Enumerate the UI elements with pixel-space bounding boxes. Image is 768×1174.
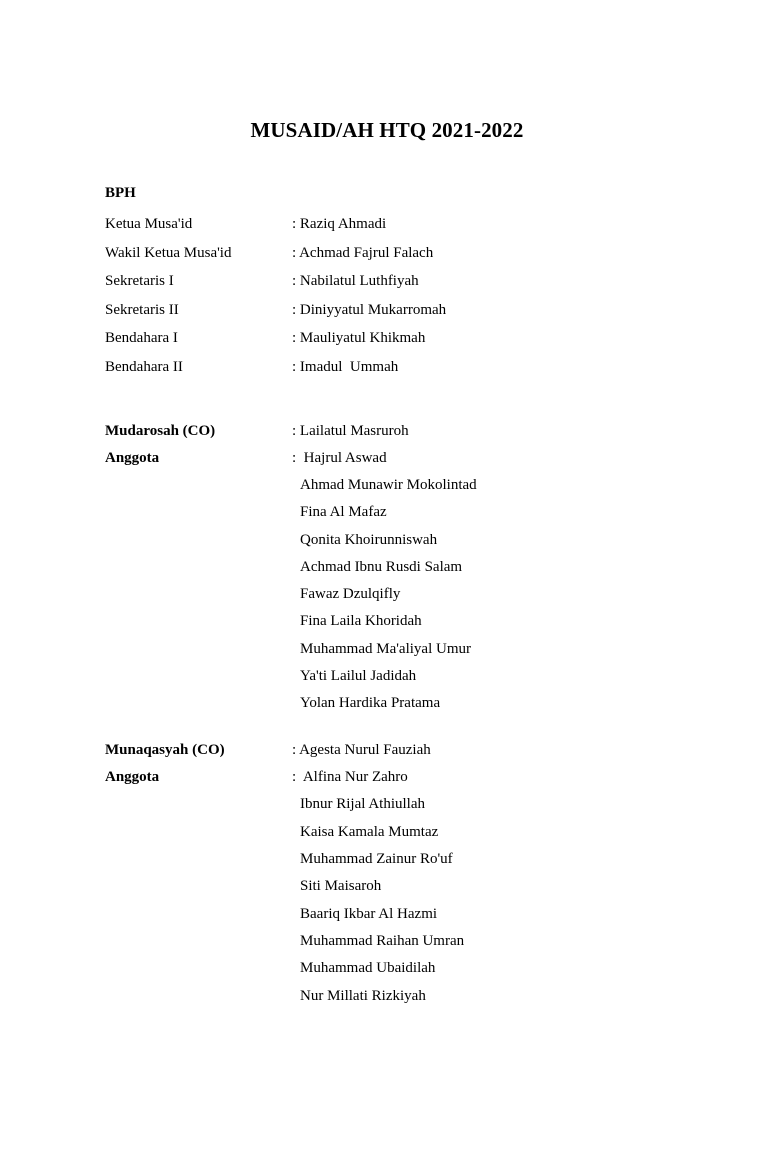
member-name: Ibnur Rijal Athiullah xyxy=(300,796,425,812)
member-name: Fawaz Dzulqifly xyxy=(300,586,401,602)
member-name: Kaisa Kamala Mumtaz xyxy=(300,824,439,840)
bph-row xyxy=(0,243,768,263)
co-name: : Lailatul Masruroh xyxy=(292,423,409,439)
list-item xyxy=(0,849,768,869)
role-name: : Imadul Ummah xyxy=(292,359,399,375)
page-title: MUSAID/AH HTQ 2021-2022 xyxy=(250,118,524,142)
list-item xyxy=(0,986,768,1006)
mudarosah-members-row xyxy=(0,448,768,468)
list-item xyxy=(0,557,768,577)
list-item xyxy=(0,530,768,550)
members-label: Anggota xyxy=(105,769,160,785)
list-item xyxy=(0,502,768,522)
member-name: Fina Al Mafaz xyxy=(300,504,387,520)
members-label: Anggota xyxy=(105,450,160,466)
list-item xyxy=(0,822,768,842)
list-item xyxy=(0,475,768,495)
member-name: Muhammad Raihan Umran xyxy=(300,933,465,949)
list-item xyxy=(0,794,768,814)
list-item xyxy=(0,958,768,978)
role-label: Sekretaris I xyxy=(105,273,174,289)
bph-row xyxy=(0,214,768,234)
role-label: Sekretaris II xyxy=(105,302,179,318)
member-name: Ya'ti Lailul Jadidah xyxy=(300,668,417,684)
co-name: : Agesta Nurul Fauziah xyxy=(292,742,431,758)
member-name: Achmad Ibnu Rusdi Salam xyxy=(300,559,463,575)
member-name: Qonita Khoirunniswah xyxy=(300,532,438,548)
member-name: Muhammad Zainur Ro'uf xyxy=(300,851,453,867)
list-item xyxy=(0,639,768,659)
list-item xyxy=(0,904,768,924)
role-name: : Mauliyatul Khikmah xyxy=(292,330,426,346)
member-name: Muhammad Ubaidilah xyxy=(300,960,436,976)
bph-row xyxy=(0,328,768,348)
member-name: Nur Millati Rizkiyah xyxy=(300,988,426,1004)
role-label: Bendahara I xyxy=(105,330,178,346)
role-label: Wakil Ketua Musa'id xyxy=(105,245,232,261)
member-name: : Hajrul Aswad xyxy=(292,450,387,466)
member-name: Fina Laila Khoridah xyxy=(300,613,422,629)
member-name: Muhammad Ma'aliyal Umur xyxy=(300,641,471,657)
list-item xyxy=(0,584,768,604)
munaqasyah-co-row xyxy=(0,740,768,760)
member-name: Ahmad Munawir Mokolintad xyxy=(300,477,477,493)
role-name: : Diniyyatul Mukarromah xyxy=(292,302,447,318)
role-name: : Raziq Ahmadi xyxy=(292,216,387,232)
member-name: : Alfina Nur Zahro xyxy=(292,769,408,785)
list-item xyxy=(0,876,768,896)
section-heading-bph: BPH xyxy=(105,185,136,201)
co-label: Mudarosah (CO) xyxy=(105,423,216,439)
list-item xyxy=(0,931,768,951)
role-name: : Nabilatul Luthfiyah xyxy=(292,273,419,289)
list-item xyxy=(0,666,768,686)
list-item xyxy=(0,693,768,713)
role-name: : Achmad Fajrul Falach xyxy=(292,245,434,261)
co-label: Munaqasyah (CO) xyxy=(105,742,225,758)
role-label: Ketua Musa'id xyxy=(105,216,193,232)
bph-row xyxy=(0,271,768,291)
member-name: Yolan Hardika Pratama xyxy=(300,695,441,711)
member-name: Siti Maisaroh xyxy=(300,878,382,894)
bph-row xyxy=(0,357,768,377)
munaqasyah-members-row xyxy=(0,767,768,787)
bph-row xyxy=(0,300,768,320)
member-name: Baariq Ikbar Al Hazmi xyxy=(300,906,438,922)
list-item xyxy=(0,611,768,631)
role-label: Bendahara II xyxy=(105,359,183,375)
mudarosah-co-row xyxy=(0,421,768,441)
